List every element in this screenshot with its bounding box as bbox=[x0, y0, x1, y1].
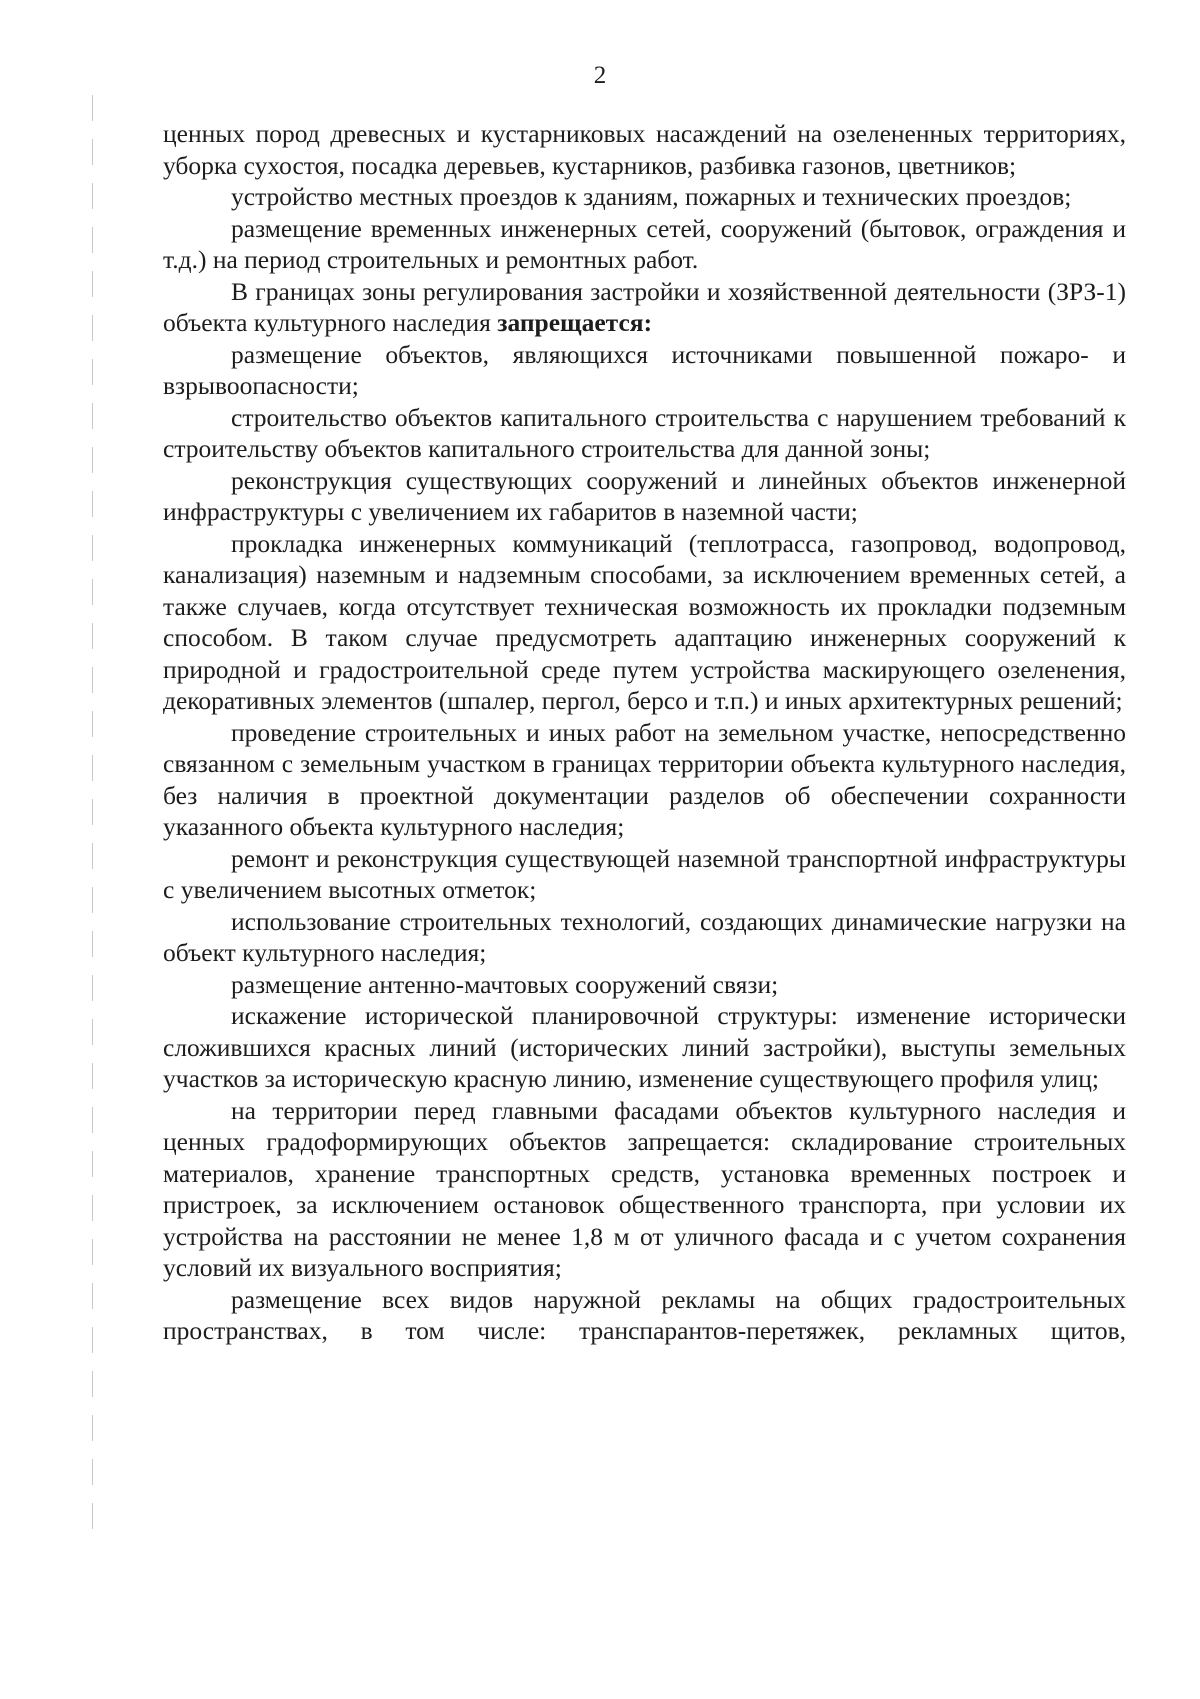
paragraph-fire-hazard: размещение объектов, являющихся источниками повышенной пожаро- и взрывоопасности; bbox=[163, 339, 1126, 400]
margin-binding-rule bbox=[92, 95, 93, 1535]
paragraph-capital-construction: строительство объектов капитального строительства с нарушением требований к строительству объектов капитального строительства для данной зоны; bbox=[163, 402, 1126, 463]
paragraph-construction-works: проведение строительных и иных работ на земельном участке, непосредственно связанном с земельным участком в границах территории объекта культурного наследия, без наличия в проектной документации разделов об обеспечении сохранности указанного объекта культурного наследия; bbox=[163, 717, 1126, 841]
document-body bbox=[163, 118, 1126, 1347]
paragraph-greenery: ценных пород древесных и кустарниковых насаждений на озелененных территориях, уборка сухостоя, посадка деревьев, кустарников, разбивка газонов, цветников; bbox=[163, 119, 1126, 180]
paragraph-dynamic-loads: использование строительных технологий, создающих динамические нагрузки на объект культурного наследия; bbox=[163, 906, 1126, 967]
paragraph-transport-infrastructure: ремонт и реконструкция существующей наземной транспортной инфраструктуры с увеличением высотных отметок; bbox=[163, 843, 1126, 904]
paragraph-planning-structure: искажение исторической планировочной структуры: изменение исторически сложившихся красных линий (исторических линий застройки), выступы земельных участков за историческую красную линию, изменение существующего профиля улиц; bbox=[163, 1001, 1126, 1093]
paragraph-outdoor-advertising: размещение всех видов наружной рекламы на общих градостроительных пространствах, в том числе: транспарантов-перетяжек, рекламных щитов, bbox=[163, 1284, 1126, 1345]
paragraph-main-facades: на территории перед главными фасадами объектов культурного наследия и ценных градоформирующих объектов запрещается: складирование строительных материалов, хранение транспортных средств, установка временных построек и пристроек, за исключением остановок общественного транспорта, при условии их устройства на расстоянии не менее 1,8 м от уличного фасада и с учетом сохранения условий их визуального восприятия; bbox=[163, 1095, 1126, 1282]
paragraph-reconstruction-linear: реконструкция существующих сооружений и линейных объектов инженерной инфраструктуры с увеличением их габаритов в наземной части; bbox=[163, 465, 1126, 526]
prohibited-keyword: запрещается: bbox=[497, 308, 653, 337]
paragraph-zrz-prohibited-heading bbox=[163, 276, 1126, 339]
paragraph-driveways: устройство местных проездов к зданиям, пожарных и технических проездов; bbox=[231, 182, 1072, 211]
zrz-heading-text: В границах зоны регулирования застройки и хозяйственной деятельности (ЗРЗ-1) объекта культурного наследия bbox=[163, 276, 1126, 337]
paragraph-antenna-masts: размещение антенно-мачтовых сооружений связи; bbox=[231, 969, 779, 999]
paragraph-utility-laying: прокладка инженерных коммуникаций (теплотрасса, газопровод, водопровод, канализация) наземным и надземным способами, за исключением временных сетей, а также случаев, когда отсутствует техническая возможность их прокладки подземным способом. В таком случае предусмотреть адаптацию инженерных сооружений к природной и градостроительной среде путем устройства маскирующего озеленения, декоративных элементов (шпалер, пергол, берсо и т.п.) и иных архитектурных решений; bbox=[163, 528, 1126, 715]
paragraph-temporary-networks: размещение временных инженерных сетей, сооружений (бытовок, ограждения и т.д.) на период строительных и ремонтных работ. bbox=[163, 213, 1126, 274]
page-number: 2 bbox=[593, 62, 607, 89]
